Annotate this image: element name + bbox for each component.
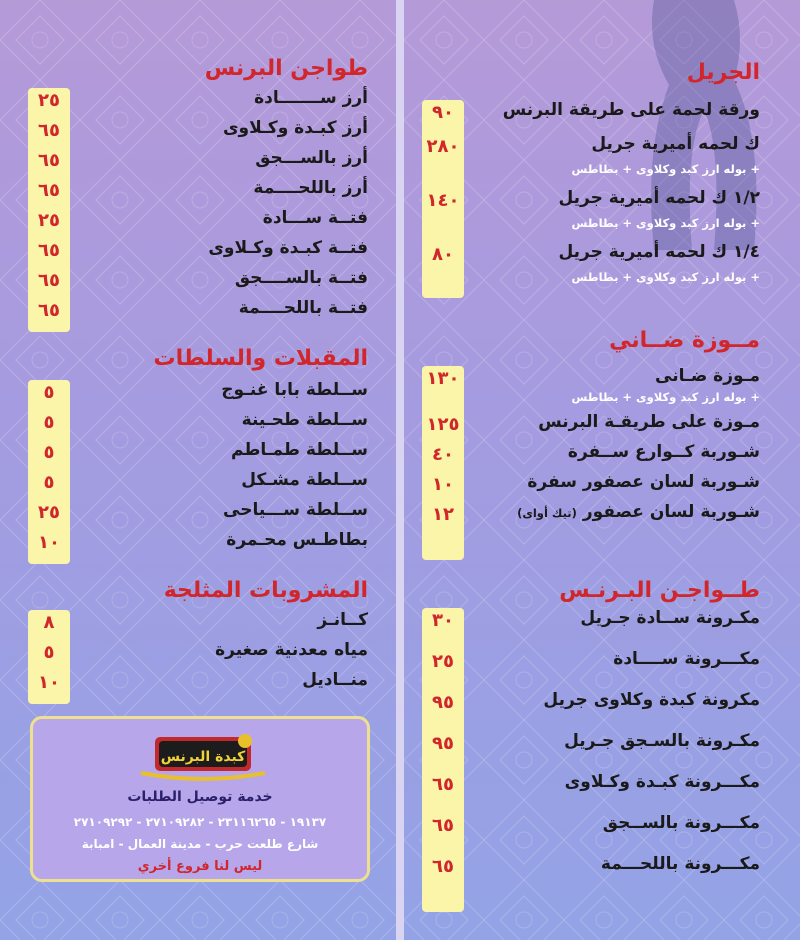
menu-item-name [221,380,368,400]
menu-item-name [223,118,368,138]
item-price: ٤٠ [432,444,454,465]
item-price: ٦٥ [38,120,60,141]
menu-item-name [558,188,760,208]
item-price: ٥ [43,472,55,493]
menu-item-name [568,442,760,462]
item-name-text: فتــة بالســــجق [234,268,368,288]
item-price: ١٠ [38,672,60,693]
item-addons: + بوله ارز كبد وكلاوى + بطاطس [571,216,760,230]
section-title: مــوزة ضــاني [609,328,760,353]
menu-right-panel [404,0,800,940]
price-column [422,100,464,298]
menu-item-name [242,410,368,430]
drinks-items [108,610,368,704]
menu-item-name [558,242,760,262]
salads-items [108,380,368,564]
price-column [28,610,70,704]
panel-divider [396,0,404,940]
item-name-text: مكـــرونة بالســجق [602,813,760,833]
item-price: ٦٥ [432,856,454,877]
item-tag: (تيك أواى) [517,506,577,520]
salads-section [0,340,396,570]
menu-item-name [601,854,760,874]
address-text: شارع طلعت حرب - مدينة العمال - امبابة [81,837,319,851]
item-price: ١٢ [432,504,454,525]
menu-left-panel [0,0,396,940]
item-name-text: ســلطة طحـينة [241,410,368,430]
item-name-text: مكـرونة ســادة جـريل [580,608,760,628]
menu-item-name [317,610,368,630]
item-name-text: أرز كبـدة وكـلاوى [222,118,368,138]
menu-item-name [543,690,760,710]
delivery-info-box [30,716,370,882]
menu-item-name [503,100,760,120]
menu-item-name [239,298,368,318]
menu-item-name [223,500,368,520]
item-name-text: فتــة كبـدة وكـلاوى [208,238,368,258]
item-name-text: شـوربة كــوارع ســفرة [567,442,760,462]
item-name-text: كــانـز [317,610,368,630]
item-name-text: أرز بالســـجق [255,148,368,168]
drinks-section [0,570,396,710]
restaurant-logo [133,731,273,785]
item-name-text: ك لحمه أميرية جريل [591,134,760,154]
item-price: ٣٠ [432,610,454,631]
section-title: الجريل [686,60,760,85]
menu-item-name [565,772,760,792]
grill-section [404,0,800,320]
item-name-text: مكـــرونة كبـدة وكـلاوى [564,772,760,792]
item-price: ٦٥ [432,774,454,795]
menu-item-name [527,472,760,492]
item-name-text: مكـــرونة ســــادة [613,649,760,669]
menu-item-name [235,268,368,288]
menu-item-name [241,470,368,490]
price-column [28,380,70,564]
item-price: ٦٥ [38,300,60,321]
menu-item-name [517,502,760,522]
menu-item-name [591,134,760,154]
item-price: ٥ [43,382,55,403]
delivery-service-text: خدمة توصيل الطلبات [127,789,273,805]
item-name-text: فتــة باللحــــمة [238,298,368,318]
item-price: ٩٠ [432,102,454,123]
mozza-items [470,366,760,560]
section-title: المقبلات والسلطات [153,346,368,371]
item-addons: + بوله ارز كبد وكلاوى + بطاطس [571,390,760,404]
item-name-text: ســلطة ســـياحى [223,500,368,520]
branches-note: ليس لنا فروع أخري [137,859,263,874]
price-column [28,88,70,332]
mozza-section [404,320,800,570]
menu-item-name [253,178,368,198]
item-addons: + بوله ارز كبد وكلاوى + بطاطس [571,270,760,284]
menu-item-name [263,208,368,228]
menu-item-name [603,813,760,833]
item-name-text: مكرونة كبدة وكلاوى جريل [543,690,760,710]
menu-item-name [580,608,760,628]
item-name-text: مـوزة ضـانى [655,366,760,386]
menu-item-name [302,670,368,690]
item-price: ٦٥ [38,150,60,171]
item-name-text: ورقة لحمة على طريقة البرنس [502,100,760,120]
menu-item-name [208,238,368,258]
item-price: ٨٠ [432,244,454,265]
item-price: ٢٥ [38,90,60,111]
section-title: طــواجـن البـرنـس [559,578,760,603]
menu-item-name [226,530,368,550]
item-price: ٦٥ [38,240,60,261]
tawagen-section [0,0,396,340]
item-name-text: ســلطة طمـاطم [230,440,368,460]
menu-item-name [538,412,760,432]
phone-numbers[interactable]: ١٩١٣٧ - ٢٣١١٦٢٦٥ - ٢٧١٠٩٢٨٢ - ٢٧١٠٩٢٩٢ [73,815,327,829]
item-price: ١٢٥ [426,414,460,435]
menu-item-name [231,440,368,460]
item-name-text: ١/٤ ك لحمه أميرية جريل [558,242,760,262]
section-title: طواجن البرنس [204,56,368,81]
item-price: ٦٥ [38,180,60,201]
item-name-text: أرز باللحــــمة [253,178,368,198]
item-price: ٢٥ [432,651,454,672]
price-column [422,366,464,560]
item-price: ٥ [43,642,55,663]
item-name-text: مكـرونة بالسـجق جـريل [564,731,760,751]
item-price: ١٤٠ [426,190,460,211]
tawagen-items [108,88,368,332]
item-name-text: ســلطة بابا غنـوج [221,380,368,400]
item-name-text: منــاديل [302,670,368,690]
menu-item-name [254,88,368,108]
item-price: ٢٨٠ [426,136,460,157]
menu-item-name [613,649,760,669]
item-price: ٢٥ [38,502,60,523]
item-price: ٨ [43,612,55,633]
item-name-text: شـوربة لسان عصفور [582,502,760,522]
item-name-text: أرز ســـــــادة [254,88,368,108]
section-title: المشروبات المثلجة [163,578,368,603]
item-price: ٦٥ [432,815,454,836]
menu-item-name [255,148,368,168]
item-price: ١٠ [38,532,60,553]
logo-text: كبدة البرنس [160,749,246,765]
pasta-tawagen-section [404,570,800,940]
menu-item-name [215,640,368,660]
item-name-text: بطاطـس محـمرة [226,530,368,550]
item-price: ١٠ [432,474,454,495]
price-column [422,608,464,912]
item-price: ٩٥ [432,733,454,754]
item-name-text: مياه معدنية صغيرة [215,640,368,660]
item-name-text: ســلطة مشـكل [241,470,368,490]
item-price: ١٣٠ [426,368,460,389]
item-name-text: شـوربة لسان عصفور سفرة [527,472,760,492]
item-name-text: مكـــرونة باللحـــمة [600,854,760,874]
menu-item-name [655,366,760,386]
item-price: ٥ [43,442,55,463]
item-price: ٦٥ [38,270,60,291]
pasta-items [470,608,760,912]
item-name-text: ١/٢ ك لحمه أميرية جريل [558,188,760,208]
item-addons: + بوله ارز كبد وكلاوى + بطاطس [571,162,760,176]
item-name-text: مـوزة على طريقـة البرنس [538,412,760,432]
menu-item-name [564,731,760,751]
grill-items [470,100,760,298]
item-price: ٩٥ [432,692,454,713]
item-price: ٥ [43,412,55,433]
item-price: ٢٥ [38,210,60,231]
item-name-text: فتــة ســـادة [262,208,368,228]
